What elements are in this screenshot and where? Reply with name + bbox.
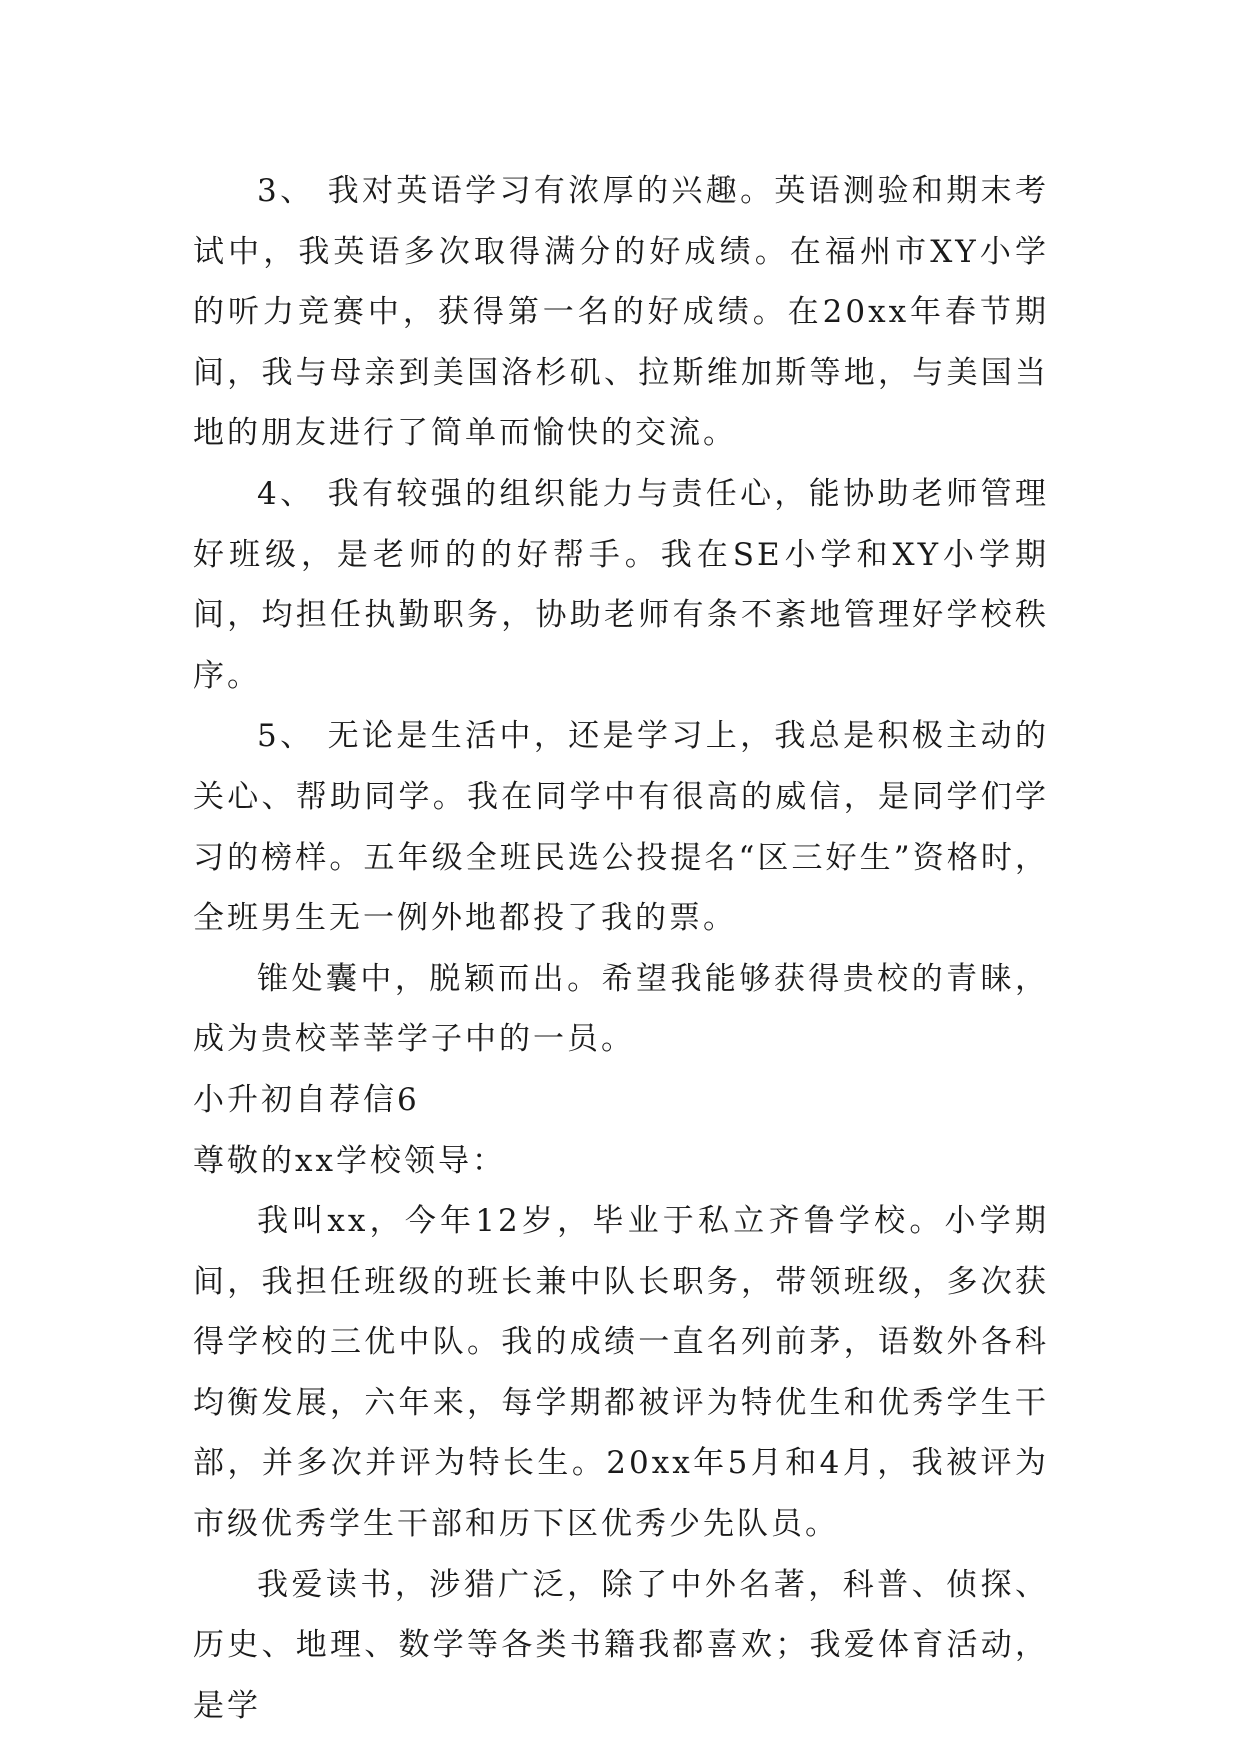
letter-salutation: 尊敬的xx学校领导：	[193, 1142, 506, 1179]
paragraph-english-interest: 3、 我对英语学习有浓厚的兴趣。英语测验和期末考试中，我英语多次取得满分的好成绩。在福州市XY小学的听力竞赛中，获得第一名的好成绩。在20xx年春节期间，我与母亲到美国洛杉矶、拉斯维加斯等地，与美国当地的朋友进行了简单而愉快的交流。	[193, 173, 1049, 452]
paragraph-self-introduction: 我叫xx，今年12岁，毕业于私立齐鲁学校。小学期间，我担任班级的班长兼中队长职务，带领班级，多次获得学校的三优中队。我的成绩一直名列前茅，语数外各科均衡发展，六年来，每学期都被评为特优生和优秀学生干部，并多次并评为特长生。20xx年5月和4月，我被评为市级优秀学生干部和历下区优秀少先队员。	[193, 1203, 1049, 1543]
paragraph-organization-ability: 4、 我有较强的组织能力与责任心，能协助老师管理好班级，是老师的的好帮手。我在SE小学和XY小学期间，均担任执勤职务，协助老师有条不紊地管理好学校秩序。	[193, 475, 1049, 694]
document-body	[193, 161, 1049, 1736]
paragraph-helping-classmates: 5、 无论是生活中，还是学习上，我总是积极主动的关心、帮助同学。我在同学中有很高的威信，是同学们学习的榜样。五年级全班民选公投提名“区三好生”资格时，全班男生无一例外地都投了我的票。	[193, 718, 1049, 937]
letter-heading: 小升初自荐信6	[193, 1081, 420, 1118]
paragraph-closing-wish: 锥处囊中，脱颖而出。希望我能够获得贵校的青睐，成为贵校莘莘学子中的一员。	[193, 960, 1049, 1058]
paragraph-hobbies: 我爱读书，涉猎广泛，除了中外名著，科普、侦探、历史、地理、数学等各类书籍我都喜欢；我爱体育活动，是学	[193, 1566, 1049, 1724]
